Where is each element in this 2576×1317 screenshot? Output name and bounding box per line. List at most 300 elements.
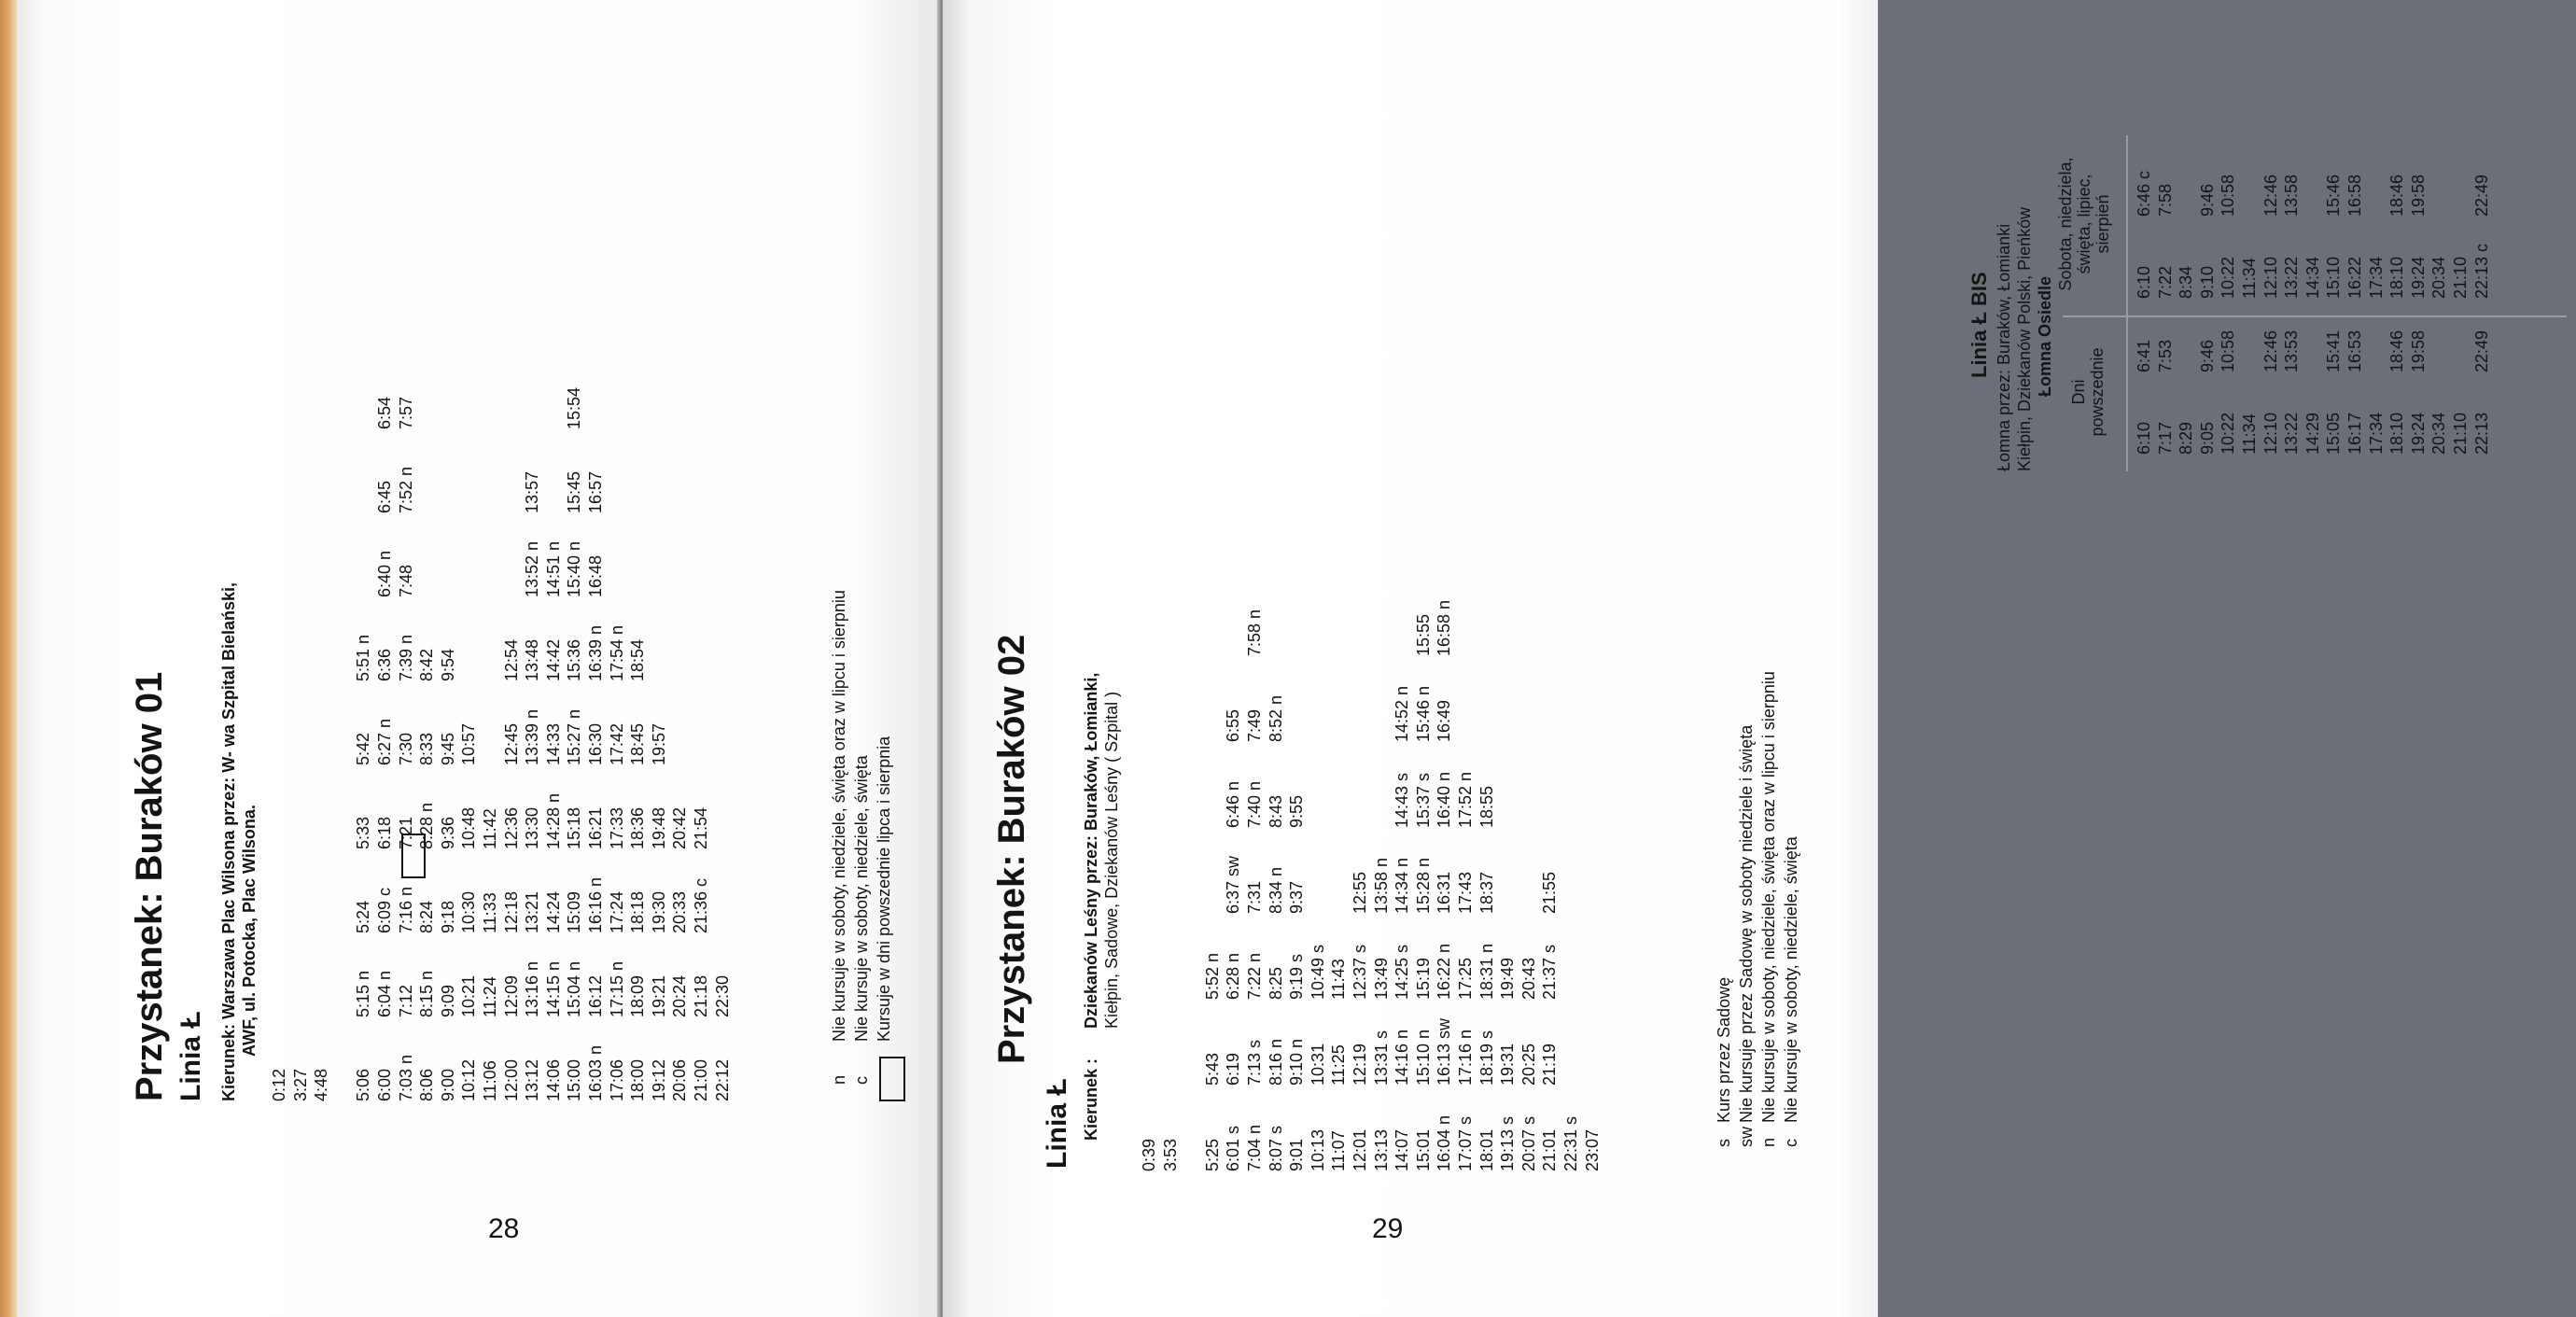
- departure-time: 8:42: [417, 648, 437, 681]
- departure-time: 13:39 n: [523, 708, 542, 765]
- line-name: Linia Ł: [175, 1011, 206, 1101]
- departure-time: 7:30: [396, 732, 415, 765]
- departure-time: 7:48: [396, 564, 415, 597]
- departure-time: 18:45: [628, 722, 648, 765]
- departure-time: 8:07 s: [1266, 1125, 1285, 1171]
- weekday-header-2: powszednie: [2087, 347, 2107, 437]
- departure-time: 6:19: [1224, 1052, 1243, 1086]
- bis-route-2: Kiełpin, Dziekanów Polski, Pieńków: [2015, 206, 2034, 471]
- departure-time: 7:40 n: [1245, 780, 1264, 828]
- departure-time: 14:29: [2303, 412, 2322, 455]
- departure-time: 20:33: [670, 890, 690, 933]
- departure-time: 17:42: [607, 722, 626, 765]
- departure-time: 6:46 n: [1224, 780, 1243, 828]
- departure-time: 17:15 n: [607, 960, 626, 1017]
- departure-time: 21:19: [1540, 1043, 1560, 1086]
- direction-text-2: Kiełpin, Sadowe, Dziekanów Leśny ( Szpital ): [1102, 691, 1121, 1029]
- bis-route-3: Łomna Osiedle: [2036, 275, 2054, 397]
- departure-time: 15:10: [2324, 256, 2344, 299]
- departure-time: 7:49: [1245, 708, 1264, 742]
- departure-time: 6:45: [375, 480, 394, 513]
- left-legend: [827, 579, 930, 1101]
- departure-time: 15:40 n: [565, 540, 584, 597]
- departure-time: 16:57: [586, 470, 605, 513]
- departure-time: 22:13: [2471, 412, 2491, 455]
- departure-time: 10:31: [1308, 1043, 1327, 1086]
- weekend-header-1: Sobota, niedziela,: [2056, 157, 2075, 291]
- departure-time: 19:57: [649, 722, 668, 765]
- departure-time: 12:37 s: [1351, 944, 1369, 1000]
- departure-time: 15:46: [2324, 174, 2344, 217]
- departure-time: 6:46 c: [2135, 170, 2153, 217]
- departure-time: 20:24: [670, 974, 690, 1017]
- departure-time: 14:34: [2303, 256, 2322, 299]
- departure-time: 16:48: [586, 554, 605, 597]
- departure-time: 6:00: [375, 1068, 394, 1101]
- departure-time: 13:58 n: [1371, 857, 1391, 914]
- departure-time: 15:41: [2324, 329, 2344, 372]
- departure-time: 7:53: [2155, 339, 2175, 372]
- departure-time: 10:22: [2219, 256, 2238, 299]
- departure-time: 7:12: [396, 984, 415, 1017]
- departure-time: 9:46: [2197, 339, 2217, 372]
- departure-time: 13:48: [523, 638, 542, 681]
- departure-time: 15:37 s: [1413, 772, 1433, 828]
- departure-time: 14:07: [1393, 1128, 1412, 1171]
- departure-time: 19:12: [649, 1058, 668, 1101]
- departure-time: 17:33: [607, 806, 626, 849]
- bis-title: Linia Ł BIS: [1967, 272, 1991, 378]
- departure-time: 14:16 n: [1393, 1029, 1412, 1086]
- departure-time: 19:58: [2408, 329, 2428, 372]
- departure-time: 10:49 s: [1308, 944, 1327, 1000]
- page-left: [17, 0, 943, 1317]
- departure-time: 13:22: [2282, 256, 2302, 299]
- departure-time: 12:46: [2261, 329, 2280, 372]
- departure-time: 11:24: [481, 976, 499, 1017]
- stop-title: Przystanek: Buraków 01: [129, 671, 170, 1101]
- departure-time: 21:10: [2451, 412, 2470, 455]
- departure-time: 9:45: [438, 732, 457, 765]
- departure-time: 18:55: [1477, 785, 1496, 828]
- departure-time: 16:58: [2345, 174, 2364, 217]
- legend-key: n: [1759, 1137, 1778, 1147]
- departure-time: 12:45: [501, 722, 521, 765]
- direction-text-2: AWF, ul. Potocka, Plac Wilsona.: [240, 805, 259, 1057]
- direction-text-1: Warszawa Plac Wilsona przez: W- wa Szpital Bielański,: [219, 582, 238, 1019]
- departure-time: 9:54: [438, 648, 457, 681]
- weekend-header-2: święta, lipiec,: [2074, 174, 2093, 274]
- departure-time: 9:09: [438, 984, 457, 1017]
- departure-time: 16:31: [1435, 871, 1454, 914]
- bis-column-rule: [2063, 315, 2567, 317]
- departure-time: 20:34: [2429, 256, 2449, 299]
- departure-time: 16:03 n: [586, 1044, 605, 1101]
- departure-time: 18:54: [628, 638, 648, 681]
- departure-time: 19:58: [2408, 174, 2428, 217]
- departure-time: 15:01: [1413, 1128, 1433, 1171]
- departure-time: 16:13 sw: [1435, 1017, 1454, 1086]
- bis-route-1: Łomna przez: Buraków, Łomianki: [1995, 223, 2013, 471]
- departure-time: 6:18: [375, 816, 394, 849]
- departure-time: 7:03 n: [396, 1054, 415, 1101]
- departure-time: 7:22: [2155, 265, 2175, 299]
- departure-time: 8:34: [2177, 265, 2196, 299]
- departure-time: 7:22 n: [1245, 952, 1264, 1000]
- departure-time: 21:10: [2451, 256, 2470, 299]
- weekday-header: [2070, 322, 2107, 462]
- bis-header-rule: [2126, 135, 2128, 471]
- departure-time: 6:54: [375, 396, 394, 429]
- departure-time: 22:31 s: [1561, 1115, 1580, 1171]
- departure-time: 7:52 n: [396, 466, 415, 513]
- left-timetable: [271, 205, 831, 1101]
- departure-time: 4:48: [312, 1068, 331, 1101]
- departure-time: 20:43: [1519, 957, 1538, 1000]
- departure-time: 7:16 n: [396, 886, 415, 933]
- departure-time: 12:19: [1351, 1043, 1369, 1086]
- departure-time: 19:24: [2408, 256, 2428, 299]
- departure-time: 18:36: [628, 806, 648, 849]
- departure-time: 18:46: [2387, 329, 2407, 372]
- departure-time: 15:55: [1413, 613, 1433, 656]
- departure-time: 16:22: [2345, 256, 2364, 299]
- departure-time: 18:18: [628, 890, 648, 933]
- departure-time: 15:05: [2324, 412, 2344, 455]
- departure-time: 16:22 n: [1435, 943, 1454, 1000]
- legend-text: Nie kursuje w soboty, niedziele, święta oraz w lipcu i sierpniu: [830, 590, 848, 1042]
- departure-time: 10:58: [2219, 329, 2238, 372]
- departure-time: 13:49: [1371, 957, 1391, 1000]
- departure-time: 12:10: [2261, 256, 2280, 299]
- legend-text: Kurs przez Sadowę: [1715, 976, 1733, 1123]
- departure-time: 7:04 n: [1245, 1124, 1264, 1171]
- departure-time: 3:53: [1160, 1138, 1180, 1171]
- departure-time: 12:46: [2261, 174, 2280, 217]
- departure-time: 15:18: [565, 806, 584, 849]
- legend-key: s: [1715, 1139, 1733, 1147]
- legend-text: Kursuje w dni powszednie lipca i sierpnia: [875, 736, 893, 1042]
- departure-time: 11:07: [1329, 1130, 1349, 1171]
- departure-time: 5:42: [354, 732, 373, 765]
- departure-time: 10:13: [1308, 1128, 1327, 1171]
- departure-time: 13:53: [2282, 329, 2302, 372]
- departure-time: 18:31 n: [1477, 943, 1496, 1000]
- direction-text-1: Dziekanów Leśny przez: Buraków, Łomianki,: [1082, 672, 1100, 1029]
- departure-time: 14:15 n: [543, 960, 563, 1017]
- direction-label: Kierunek :: [1082, 1058, 1100, 1141]
- departure-time: 16:30: [586, 722, 605, 765]
- departure-time: 16:39 n: [586, 624, 605, 681]
- departure-time: 13:52 n: [523, 540, 542, 597]
- departure-time: 17:52 n: [1456, 771, 1475, 828]
- legend-key: c: [1782, 1139, 1800, 1147]
- weekend-header-3: sierpień: [2093, 194, 2112, 254]
- departure-time: 7:13 s: [1245, 1039, 1264, 1086]
- departure-time: 9:55: [1287, 794, 1307, 828]
- departure-time: 15:36: [565, 638, 584, 681]
- departure-time: 6:10: [2135, 421, 2153, 455]
- departure-time: 17:43: [1456, 871, 1475, 914]
- departure-time: 15:04 n: [565, 960, 584, 1017]
- departure-time: 6:09 c: [375, 887, 394, 933]
- departure-time: 6:28 n: [1224, 952, 1243, 1000]
- departure-time: 8:28 n: [417, 802, 437, 849]
- departure-time: 19:48: [649, 806, 668, 849]
- departure-time: 9:36: [438, 816, 457, 849]
- departure-time: 9:01: [1287, 1138, 1307, 1171]
- direction-label: Kierunek:: [219, 1023, 238, 1101]
- departure-time: 14:25 s: [1393, 944, 1412, 1000]
- departure-time: 13:31 s: [1371, 1030, 1391, 1086]
- legend-key: sw: [1737, 1127, 1756, 1147]
- departure-time: 19:31: [1498, 1043, 1518, 1086]
- departure-time: 13:13: [1371, 1128, 1391, 1171]
- departure-time: 22:12: [712, 1058, 732, 1101]
- departure-time: 8:06: [417, 1068, 437, 1101]
- stop-title: Przystanek: Buraków 02: [991, 634, 1032, 1064]
- departure-time: 11:06: [481, 1060, 499, 1101]
- departure-time: 20:42: [670, 806, 690, 849]
- departure-time: 5:24: [354, 900, 373, 933]
- departure-time: 8:16 n: [1266, 1038, 1285, 1086]
- departure-time: 14:43 s: [1393, 772, 1412, 828]
- departure-time: 22:30: [712, 974, 732, 1017]
- departure-time: 9:46: [2197, 183, 2217, 217]
- departure-time: 17:54 n: [607, 624, 626, 681]
- departure-time: 17:34: [2366, 256, 2386, 299]
- departure-time: 10:57: [459, 722, 479, 765]
- departure-time: 21:37 s: [1540, 944, 1560, 1000]
- departure-time: 6:27 n: [375, 718, 394, 765]
- departure-time: 5:15 n: [354, 970, 373, 1017]
- departure-time: 13:57: [523, 470, 542, 513]
- departure-time: 13:22: [2282, 412, 2302, 455]
- departure-time: 17:25: [1456, 957, 1475, 1000]
- departure-time: 13:30: [523, 806, 542, 849]
- departure-time: 5:33: [354, 816, 373, 849]
- departure-time: 9:05: [2197, 421, 2217, 455]
- departure-time: 8:15 n: [417, 970, 437, 1017]
- departure-time: 13:12: [523, 1058, 542, 1101]
- weekend-header: [2057, 135, 2112, 313]
- page-number: 29: [1372, 1213, 1404, 1244]
- departure-time: 8:33: [417, 732, 437, 765]
- departure-time: 6:36: [375, 648, 394, 681]
- departure-time: 5:43: [1202, 1052, 1222, 1086]
- departure-time: 18:46: [2387, 174, 2407, 217]
- departure-time: 7:57: [396, 396, 415, 429]
- departure-time: 18:37: [1477, 871, 1496, 914]
- departure-time: 5:51 n: [354, 634, 373, 681]
- departure-time: 6:01 s: [1224, 1125, 1243, 1171]
- departure-time: 5:25: [1202, 1138, 1222, 1171]
- departure-time: 9:10 n: [1287, 1038, 1307, 1086]
- departure-time: 14:51 n: [543, 540, 563, 597]
- departure-time: 12:10: [2261, 412, 2280, 455]
- line-name: Linia Ł: [1042, 1078, 1072, 1169]
- departure-time: 10:21: [459, 974, 479, 1017]
- departure-time: 12:36: [501, 806, 521, 849]
- departure-time: 15:45: [565, 470, 584, 513]
- departure-time: 15:00: [565, 1058, 584, 1101]
- departure-time: 21:36 c: [692, 877, 710, 933]
- departure-time: 23:07: [1582, 1128, 1602, 1171]
- departure-time: 22:13 c: [2471, 243, 2491, 299]
- departure-time: 19:21: [649, 974, 668, 1017]
- departure-time: 14:06: [543, 1058, 563, 1101]
- departure-time: 19:49: [1498, 957, 1518, 1000]
- departure-time: 6:40 n: [375, 550, 394, 597]
- departure-time: 21:18: [692, 974, 710, 1017]
- departure-time: 13:16 n: [523, 960, 542, 1017]
- departure-time: 19:13 s: [1498, 1115, 1518, 1171]
- departure-time: 20:25: [1519, 1043, 1538, 1086]
- departure-time: 14:42: [543, 638, 563, 681]
- departure-time: 17:07 s: [1456, 1115, 1475, 1171]
- departure-time: 15:28 n: [1413, 857, 1433, 914]
- weekday-header-1: Dni: [2069, 379, 2088, 405]
- departure-time: 15:09: [565, 890, 584, 933]
- departure-time: 8:34 n: [1266, 866, 1285, 914]
- departure-time: 13:21: [523, 890, 542, 933]
- legend-box-key: [879, 1057, 905, 1101]
- departure-time: 19:24: [2408, 412, 2428, 455]
- departure-time: 9:19 s: [1287, 953, 1307, 1000]
- departure-time: 6:37 sw: [1224, 855, 1243, 914]
- departure-time: 18:00: [628, 1058, 648, 1101]
- departure-time: 12:09: [501, 974, 521, 1017]
- departure-time: 21:01: [1540, 1128, 1560, 1171]
- departure-time: 17:34: [2366, 412, 2386, 455]
- departure-time: 14:28 n: [543, 792, 563, 849]
- departure-time: 8:29: [2177, 421, 2196, 455]
- departure-time: 7:21: [396, 816, 415, 849]
- departure-time: 16:16 n: [586, 876, 605, 933]
- departure-time: 19:30: [649, 890, 668, 933]
- departure-time: 10:58: [2219, 174, 2238, 217]
- legend-text: Nie kursuje w soboty, niedziele, święta: [852, 755, 871, 1042]
- departure-time: 16:12: [586, 974, 605, 1017]
- departure-time: 11:34: [2240, 413, 2259, 455]
- departure-time: 15:46 n: [1413, 685, 1433, 742]
- departure-time: 16:17: [2345, 412, 2364, 455]
- departure-time: 15:54: [565, 386, 584, 429]
- departure-time: 12:01: [1351, 1128, 1369, 1171]
- page-number: 28: [488, 1213, 520, 1244]
- departure-time: 21:55: [1540, 871, 1560, 914]
- departure-time: 0:12: [270, 1068, 288, 1101]
- departure-time: 14:33: [543, 722, 563, 765]
- departure-time: 10:48: [459, 806, 479, 849]
- departure-time: 20:34: [2429, 412, 2449, 455]
- departure-time: 11:33: [481, 892, 499, 933]
- departure-time: 15:27 n: [565, 708, 584, 765]
- legend-text: Nie kursuje przez Sadowę w soboty niedziele i święta: [1737, 724, 1756, 1123]
- departure-time: 10:22: [2219, 412, 2238, 455]
- departure-time: 16:04 n: [1435, 1114, 1454, 1171]
- departure-time: 22:49: [2471, 174, 2491, 217]
- highlight-box: [401, 834, 426, 878]
- departure-time: 20:06: [670, 1058, 690, 1101]
- departure-time: 21:00: [692, 1058, 710, 1101]
- departure-time: 11:42: [481, 808, 499, 849]
- departure-time: 0:39: [1140, 1138, 1158, 1171]
- departure-time: 16:58 n: [1435, 599, 1454, 656]
- departure-time: 12:00: [501, 1058, 521, 1101]
- departure-time: 12:55: [1351, 871, 1369, 914]
- departure-time: 7:39 n: [396, 634, 415, 681]
- legend-key: c: [852, 1076, 871, 1085]
- departure-time: 8:25: [1266, 966, 1285, 1000]
- departure-time: 6:10: [2135, 265, 2153, 299]
- departure-time: 18:10: [2387, 256, 2407, 299]
- departure-time: 21:54: [692, 806, 710, 849]
- departure-time: 8:52 n: [1266, 694, 1285, 742]
- departure-time: 10:12: [459, 1058, 479, 1101]
- page-right: [943, 0, 2491, 1317]
- departure-time: 9:10: [2197, 265, 2217, 299]
- departure-time: 6:55: [1224, 708, 1243, 742]
- departure-time: 13:58: [2282, 174, 2302, 217]
- right-legend: [1712, 331, 1814, 1171]
- departure-time: 16:49: [1435, 699, 1454, 742]
- departure-time: 7:58: [2155, 183, 2175, 217]
- direction-line-1: [220, 582, 237, 1101]
- departure-time: 18:09: [628, 974, 648, 1017]
- departure-time: 16:21: [586, 806, 605, 849]
- departure-time: 17:06: [607, 1058, 626, 1101]
- departure-time: 5:06: [354, 1068, 373, 1101]
- departure-time: 8:43: [1266, 794, 1285, 828]
- departure-time: 11:34: [2240, 258, 2259, 299]
- departure-time: 6:41: [2135, 339, 2153, 372]
- departure-time: 17:24: [607, 890, 626, 933]
- departure-time: 17:16 n: [1456, 1029, 1475, 1086]
- departure-time: 7:17: [2155, 421, 2175, 455]
- departure-time: 18:19 s: [1477, 1030, 1496, 1086]
- departure-time: 14:52 n: [1393, 685, 1412, 742]
- departure-time: 14:24: [543, 890, 563, 933]
- legend-text: Nie kursuje w soboty, niedziele, święta oraz w lipcu i sierpniu: [1759, 671, 1778, 1123]
- right-timetable: [1141, 425, 1645, 1171]
- departure-time: 7:58 n: [1245, 609, 1264, 656]
- departure-time: 12:54: [501, 638, 521, 681]
- departure-time: 11:25: [1329, 1044, 1349, 1086]
- departure-time: 5:52 n: [1202, 952, 1222, 1000]
- bis-table: [1969, 135, 2576, 471]
- departure-time: 3:27: [290, 1068, 310, 1101]
- departure-time: 16:53: [2345, 329, 2364, 372]
- departure-time: 16:40 n: [1435, 771, 1454, 828]
- departure-time: 8:24: [417, 900, 437, 933]
- departure-time: 12:18: [501, 890, 521, 933]
- book-edge: [0, 0, 17, 1317]
- departure-time: 15:10 n: [1413, 1029, 1433, 1086]
- legend-key: n: [830, 1074, 848, 1085]
- departure-time: 6:04 n: [375, 970, 394, 1017]
- departure-time: 20:07 s: [1519, 1115, 1538, 1171]
- departure-time: 9:37: [1287, 880, 1307, 914]
- departure-time: 15:19: [1413, 957, 1433, 1000]
- legend-text: Nie kursuje w soboty, niedziele, święta: [1782, 836, 1800, 1123]
- departure-time: 9:00: [438, 1068, 457, 1101]
- departure-time: 11:43: [1329, 959, 1349, 1000]
- departure-time: 9:18: [438, 900, 457, 933]
- departure-time: 14:34 n: [1393, 857, 1412, 914]
- departure-time: 10:30: [459, 890, 479, 933]
- departure-time: 18:10: [2387, 412, 2407, 455]
